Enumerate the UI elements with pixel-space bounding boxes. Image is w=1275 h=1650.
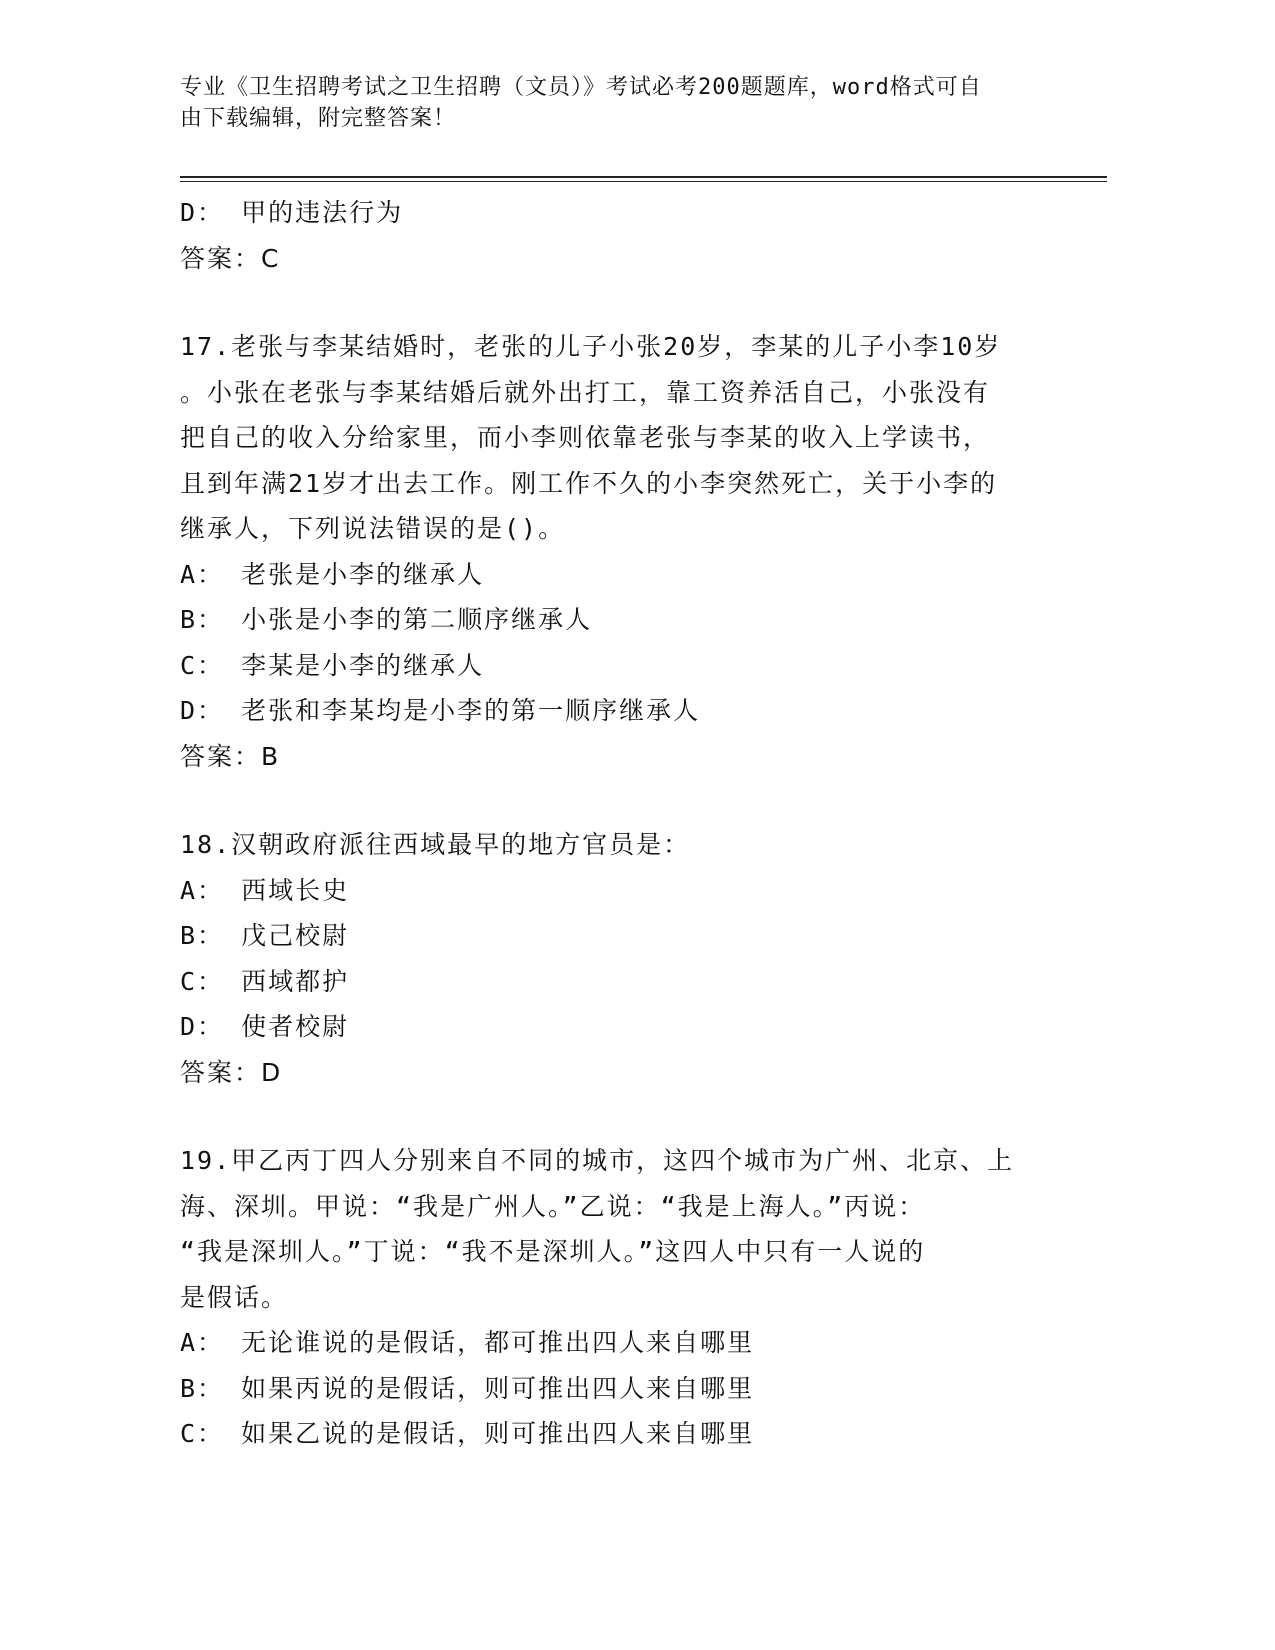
header-line-1: 专业《卫生招聘考试之卫生招聘（文员）》考试必考200题题库，word格式可自 [180,75,982,100]
question-19 [180,1138,1050,1457]
prev-answer: 答案：C [180,243,281,273]
question-19-option-c: C： 如果乙说的是假话，则可推出四人来自哪里 [180,1419,755,1448]
question-18 [180,822,1050,1095]
question-19-option-b: B： 如果丙说的是假话，则可推出四人来自哪里 [180,1373,755,1403]
spacer [180,779,1050,822]
header-divider-thick [180,176,1107,178]
question-17-line-3: 把自己的收入分给家里，而小李则依靠老张与李某的收入上学读书， [180,423,991,452]
header-divider-thin [180,181,1107,182]
prev-option-d: D： 甲的违法行为 [180,198,404,227]
question-17-answer: 答案：B [180,741,281,771]
question-17-option-d: D： 老张和李某均是小李的第一顺序继承人 [180,696,701,725]
question-17-line-1: 17.老张与李某结婚时，老张的儿子小张20岁，李某的儿子小李10岁 [180,332,1002,361]
document-header [180,72,1050,134]
question-19-line-1: 19.甲乙丙丁四人分别来自不同的城市，这四个城市为广州、北京、上 [180,1146,1015,1175]
question-18-option-b: B： 戊己校尉 [180,921,350,950]
question-18-answer: 答案：D [180,1057,283,1087]
question-17 [180,324,1050,779]
question-17-line-4: 且到年满21岁才出去工作。刚工作不久的小李突然死亡，关于小李的 [180,468,998,498]
question-17-option-a: A： 老张是小李的继承人 [180,559,485,589]
question-17-option-c: C： 李某是小李的继承人 [180,650,485,680]
spacer [180,1095,1050,1138]
question-18-option-c: C： 西域都护 [180,966,350,996]
question-18-line-1: 18.汉朝政府派往西域最早的地方官员是： [180,830,691,859]
question-17-line-5: 继承人，下列说法错误的是()。 [180,514,566,543]
question-18-option-d: D： 使者校尉 [180,1012,350,1041]
header-line-2: 由下载编辑，附完整答案！ [180,106,457,131]
question-19-line-2: 海、深圳。甲说：“我是广州人。”乙说：“我是上海人。”丙说： [180,1191,926,1221]
spacer [180,281,1050,324]
question-17-option-b: B： 小张是小李的第二顺序继承人 [180,605,593,634]
question-19-line-4: 是假话。 [180,1282,289,1312]
document-body [180,190,1050,1457]
question-19-option-a: A： 无论谁说的是假话，都可推出四人来自哪里 [180,1328,755,1357]
question-18-option-a: A： 西域长史 [180,875,350,905]
question-19-line-3: “我是深圳人。”丁说：“我不是深圳人。”这四人中只有一人说的 [180,1237,926,1266]
question-17-line-2: 。小张在老张与李某结婚后就外出打工，靠工资养活自己，小张没有 [180,377,991,407]
